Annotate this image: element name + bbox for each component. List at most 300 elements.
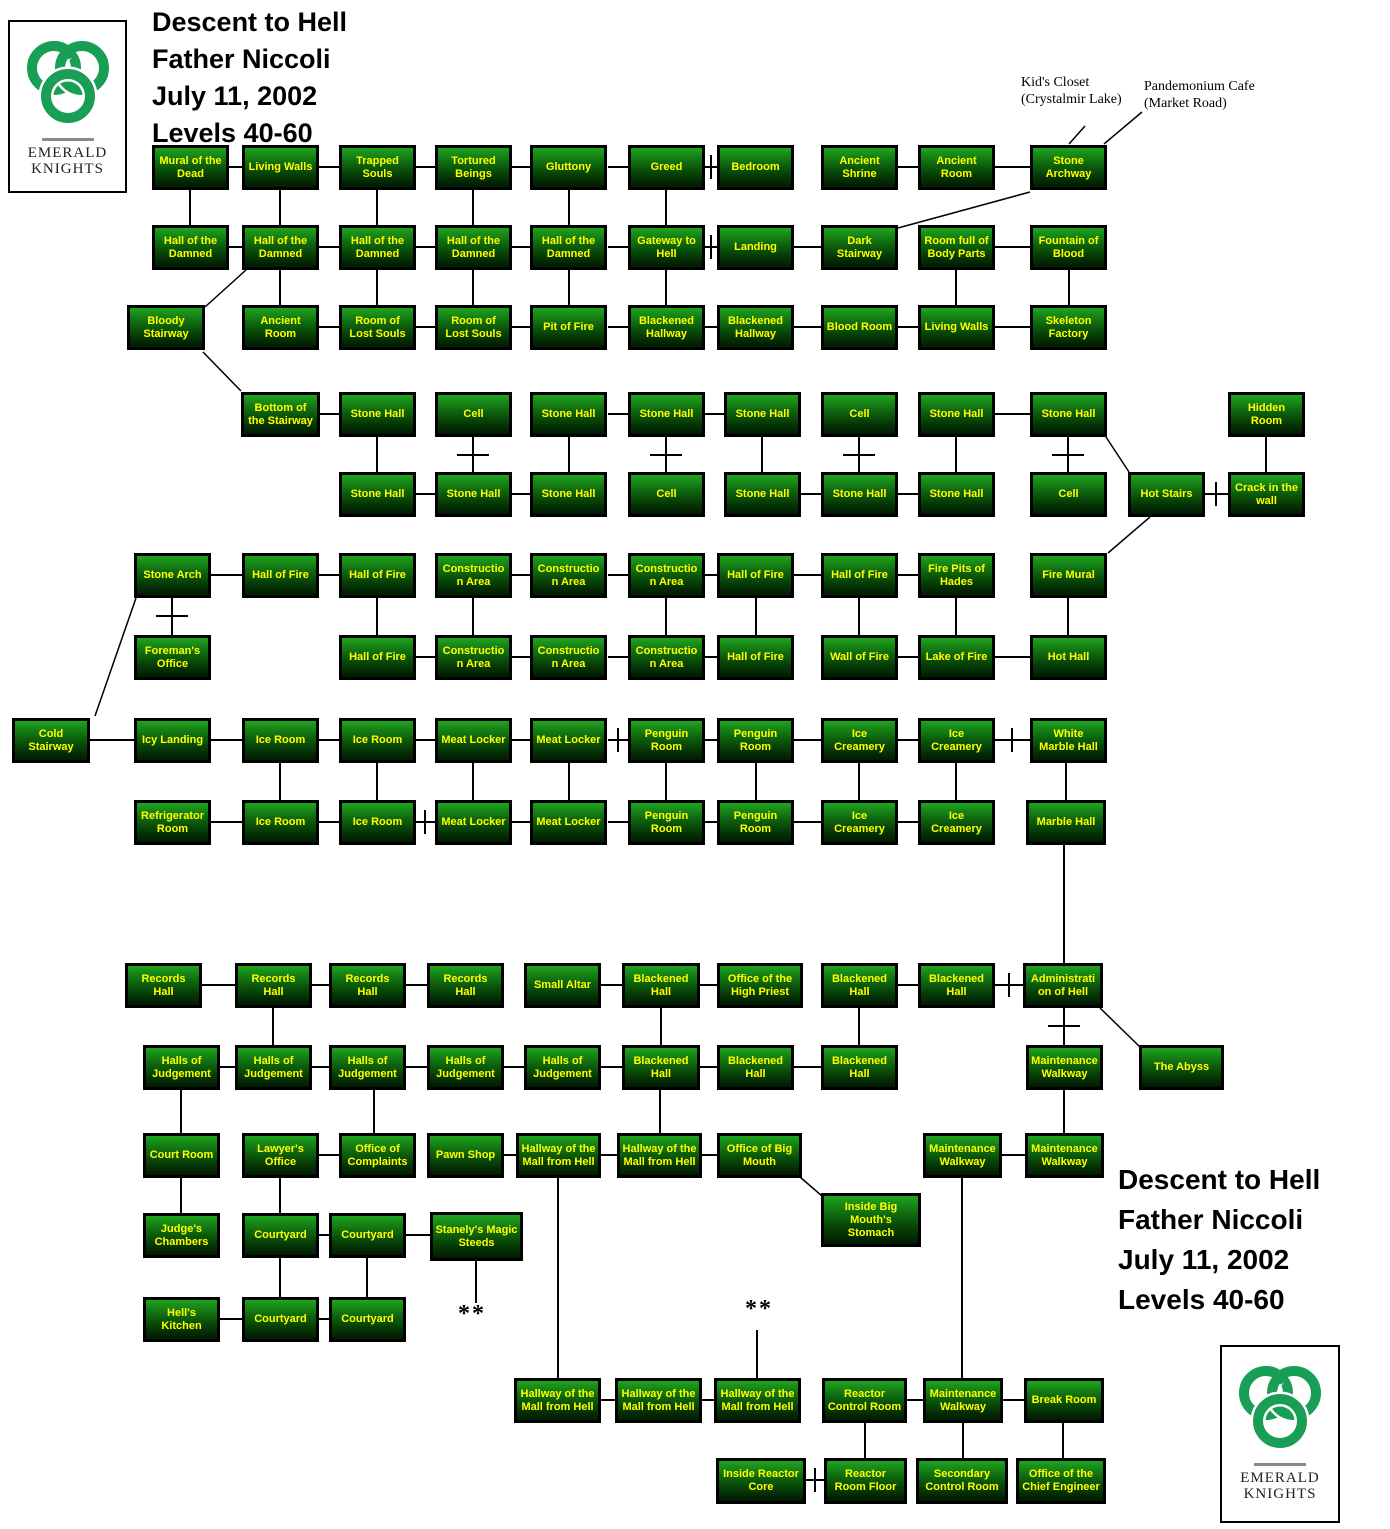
room-administration-of-hell (1023, 963, 1103, 1008)
room-label: Records Hall (141, 972, 186, 998)
room-ancient-shrine (821, 145, 898, 190)
room-label: Blood Room (826, 321, 893, 333)
room-stone-hall (435, 472, 512, 517)
room-label: Office of Complaints (347, 1142, 408, 1168)
room-court-room (143, 1133, 220, 1178)
room-label: Cell (1058, 488, 1079, 500)
room-courtyard (242, 1213, 319, 1258)
title-line: Descent to Hell (152, 7, 348, 37)
room-stone-hall (1030, 392, 1107, 437)
room-construction-area (530, 635, 607, 680)
room-blackened-hall (622, 1045, 700, 1090)
room-label: Courtyard (341, 1229, 394, 1241)
room-label: Stone Hall (639, 408, 694, 420)
room-label: Ancient Room (260, 314, 301, 340)
room-label: Ice Room (255, 734, 306, 746)
room-label: White Marble Hall (1039, 727, 1098, 753)
logo-text-emerald: EMERALD (1240, 1470, 1320, 1486)
room-halls-of-judgement (524, 1045, 601, 1090)
room-label: Greed (650, 161, 683, 173)
room-living-walls (918, 305, 995, 350)
room-label: Office of Big Mouth (726, 1142, 793, 1168)
room-label: Records Hall (251, 972, 296, 998)
room-break-room (1024, 1378, 1104, 1423)
room-label: Stone Hall (350, 488, 405, 500)
room-label: Ice Room (352, 734, 403, 746)
room-stone-arch (134, 553, 211, 598)
room-label: Hot Hall (1047, 651, 1090, 663)
room-hall-of-the-damned (339, 225, 416, 270)
room-hot-hall (1030, 635, 1107, 680)
room-label: Stanely's Magic Steeds (435, 1223, 518, 1249)
room-label: Records Hall (345, 972, 390, 998)
room-trapped-souls (339, 145, 416, 190)
room-ice-room (242, 800, 319, 845)
title-line: July 11, 2002 (152, 81, 318, 111)
room-hallway-of-the-mall-from-hell (714, 1378, 801, 1423)
room-blackened-hall (918, 963, 995, 1008)
room-label: Penguin Room (733, 727, 778, 753)
room-meat-locker (530, 718, 607, 763)
knot-rings-icon (18, 36, 118, 132)
room-label: Hall of the Damned (253, 234, 308, 260)
room-label: Ice Room (255, 816, 306, 828)
room-room-of-lost-souls (339, 305, 416, 350)
level-link-marker-2: ** (745, 1296, 773, 1322)
room-crack-in-the-wall (1228, 472, 1305, 517)
annotation-line: (Crystalmir Lake) (1021, 92, 1122, 107)
room-label: Halls of Judgement (533, 1054, 592, 1080)
room-label: Gateway to Hell (637, 234, 696, 260)
room-label: Meat Locker (441, 734, 506, 746)
room-stone-hall (918, 392, 995, 437)
room-records-hall (427, 963, 504, 1008)
room-label: Fire Mural (1042, 569, 1095, 581)
room-records-hall (329, 963, 406, 1008)
annotation-line: Kid's Closet (1021, 75, 1090, 90)
emerald-knights-logo-top (8, 20, 127, 193)
room-white-marble-hall (1030, 718, 1107, 763)
room-label: Maintenance Walkway (1031, 1054, 1098, 1080)
room-label: Penguin Room (733, 809, 778, 835)
room-lawyer-s-office (242, 1133, 319, 1178)
room-label: Blackened Hall (633, 1054, 689, 1080)
room-courtyard (329, 1297, 406, 1342)
room-hallway-of-the-mall-from-hell (615, 1378, 702, 1423)
room-reactor-room-floor (824, 1458, 907, 1504)
room-penguin-room (628, 800, 705, 845)
logo-text-emerald: EMERALD (27, 145, 108, 161)
room-label: Meat Locker (536, 816, 601, 828)
room-hall-of-fire (717, 635, 794, 680)
room-label: Stone Hall (541, 488, 596, 500)
room-construction-area (628, 553, 705, 598)
room-ice-creamery (821, 800, 898, 845)
room-inside-big-mouth-s-stomach (821, 1193, 921, 1247)
room-label: Courtyard (254, 1313, 307, 1325)
room-label: Halls of Judgement (152, 1054, 211, 1080)
room-label: Halls of Judgement (338, 1054, 397, 1080)
room-hallway-of-the-mall-from-hell (516, 1133, 601, 1178)
room-label: Ice Creamery (931, 809, 982, 835)
room-label: Judge's Chambers (154, 1222, 209, 1248)
room-blackened-hall (717, 1045, 794, 1090)
map-title-top (152, 4, 347, 152)
room-meat-locker (435, 800, 512, 845)
room-label: Ancient Shrine (839, 154, 880, 180)
room-label: Hallway of the Mall from Hell (621, 1387, 696, 1413)
room-label: Stone Hall (1041, 408, 1096, 420)
room-halls-of-judgement (427, 1045, 504, 1090)
room-label: Crack in the wall (1235, 481, 1298, 507)
room-label: Inside Reactor Core (723, 1468, 799, 1493)
room-label: Halls of Judgement (244, 1054, 303, 1080)
room-label: Hall of Fire (727, 651, 784, 663)
room-label: Foreman's Office (144, 644, 201, 670)
room-ice-creamery (918, 718, 995, 763)
room-label: Halls of Judgement (436, 1054, 495, 1080)
room-label: Construction Area (442, 562, 505, 588)
room-label: Lawyer's Office (257, 1142, 304, 1168)
room-secondary-control-room (916, 1458, 1008, 1504)
room-label: Meat Locker (441, 816, 506, 828)
room-stone-hall (724, 472, 801, 517)
room-courtyard (329, 1213, 406, 1258)
room-label: Reactor Control Room (827, 1387, 902, 1413)
room-penguin-room (628, 718, 705, 763)
logo-text-knights: KNIGHTS (31, 161, 104, 177)
room-hall-of-fire (339, 553, 416, 598)
room-tortured-beings (435, 145, 512, 190)
room-hallway-of-the-mall-from-hell (514, 1378, 601, 1423)
room-label: Blackened Hallway (727, 314, 784, 340)
emerald-knights-logo-bottom (1220, 1345, 1340, 1523)
room-label: Hall of Fire (349, 569, 406, 581)
room-label: Stone Hall (735, 408, 790, 420)
knot-rings-icon (1230, 1361, 1330, 1457)
room-blackened-hall (622, 963, 700, 1008)
room-foreman-s-office (134, 635, 211, 680)
room-label: Maintenance Walkway (1031, 1142, 1098, 1168)
room-blood-room (821, 305, 898, 350)
room-cell (1030, 472, 1107, 517)
room-label: Skeleton Factory (1045, 314, 1092, 340)
room-label: Blackened Hall (928, 972, 985, 998)
room-label: Mural of the Dead (159, 154, 222, 180)
room-stone-hall (724, 392, 801, 437)
room-label: Blackened Hall (633, 972, 689, 998)
room-label: Hall of Fire (252, 569, 309, 581)
title-line: Levels 40-60 (1118, 1284, 1285, 1315)
map-title-bottom (1118, 1160, 1320, 1320)
room-lake-of-fire (918, 635, 995, 680)
room-label: Secondary Control Room (925, 1468, 999, 1493)
room-label: Marble Hall (1036, 816, 1096, 828)
title-line: July 11, 2002 (1118, 1244, 1290, 1275)
room-penguin-room (717, 800, 794, 845)
room-maintenance-walkway (923, 1378, 1003, 1423)
room-hall-of-fire (339, 635, 416, 680)
title-line: Levels 40-60 (152, 118, 313, 148)
room-label: Cell (849, 408, 870, 420)
room-icy-landing (134, 718, 211, 763)
room-label: Stone Arch (143, 569, 202, 581)
room-hall-of-fire (717, 553, 794, 598)
room-bedroom (717, 145, 794, 190)
room-office-of-complaints (339, 1133, 416, 1178)
room-hell-s-kitchen (143, 1297, 220, 1342)
room-maintenance-walkway (923, 1133, 1002, 1178)
logo-divider (1254, 1463, 1306, 1466)
room-label: Stone Hall (832, 488, 887, 500)
room-construction-area (435, 635, 512, 680)
room-label: Cold Stairway (28, 727, 74, 753)
level-link-marker-1: ** (458, 1301, 486, 1327)
room-label: Hall of the Damned (163, 234, 218, 260)
room-room-full-of-body-parts (918, 225, 995, 270)
annotation-kids-closet (1021, 74, 1122, 108)
title-line: Father Niccoli (152, 44, 331, 74)
room-label: Pit of Fire (543, 321, 594, 333)
room-wall-of-fire (821, 635, 898, 680)
room-label: Construction Area (537, 562, 600, 588)
room-records-hall (235, 963, 312, 1008)
room-label: Hall of the Damned (350, 234, 405, 260)
room-fountain-of-blood (1030, 225, 1107, 270)
room-bottom-of-the-stairway (241, 392, 320, 437)
room-label: Room of Lost Souls (445, 314, 502, 340)
room-label: Maintenance Walkway (929, 1387, 997, 1413)
room-stone-hall (339, 392, 416, 437)
room-label: Hallway of the Mall from Hell (622, 1142, 697, 1168)
room-label: Fountain of Blood (1038, 234, 1099, 260)
room-hot-stairs (1128, 472, 1205, 517)
room-label: Inside Big Mouth's Stomach (844, 1200, 898, 1239)
room-label: Dark Stairway (836, 234, 883, 260)
room-courtyard (242, 1297, 319, 1342)
room-maintenance-walkway (1026, 1045, 1103, 1090)
title-line: Father Niccoli (1118, 1204, 1304, 1235)
room-label: Room of Lost Souls (349, 314, 406, 340)
room-label: Courtyard (341, 1313, 394, 1325)
room-label: Records Hall (443, 972, 488, 998)
room-label: Maintenance Walkway (929, 1142, 996, 1168)
room-label: Stone Hall (446, 488, 501, 500)
room-ancient-room (918, 145, 995, 190)
room-greed (628, 145, 705, 190)
room-label: Blackened Hall (831, 1054, 888, 1080)
room-label: Penguin Room (644, 809, 689, 835)
room-label: Living Walls (924, 321, 989, 333)
room-ice-room (242, 718, 319, 763)
room-ice-creamery (918, 800, 995, 845)
room-label: Hall of Fire (831, 569, 888, 581)
room-refrigerator-room (134, 800, 211, 845)
room-small-altar (524, 963, 601, 1008)
room-skeleton-factory (1030, 305, 1107, 350)
room-stone-hall (530, 472, 607, 517)
room-hall-of-the-damned (152, 225, 229, 270)
room-label: Wall of Fire (830, 651, 889, 663)
room-office-of-the-high-priest (717, 963, 803, 1008)
room-cold-stairway (12, 718, 90, 763)
annotation-line: Pandemonium Cafe (1144, 79, 1255, 94)
room-label: Hall of the Damned (446, 234, 501, 260)
room-label: Hell's Kitchen (161, 1306, 202, 1332)
room-label: The Abyss (1153, 1061, 1210, 1073)
room-label: Lake of Fire (925, 651, 988, 663)
room-label: Blackened Hall (727, 1054, 784, 1080)
room-cell (435, 392, 512, 437)
room-stone-hall (628, 392, 705, 437)
room-label: Hot Stairs (1140, 488, 1193, 500)
room-label: Break Room (1031, 1394, 1097, 1406)
room-label: Room full of Body Parts (924, 234, 989, 260)
room-ice-creamery (821, 718, 898, 763)
room-label: Pawn Shop (435, 1149, 496, 1161)
room-label: Hall of the Damned (541, 234, 596, 260)
room-stone-hall (339, 472, 416, 517)
room-stone-hall (918, 472, 995, 517)
room-stone-archway (1030, 145, 1107, 190)
room-pit-of-fire (530, 305, 607, 350)
room-halls-of-judgement (143, 1045, 220, 1090)
room-label: Hallway of the Mall from Hell (520, 1387, 595, 1413)
room-the-abyss (1139, 1045, 1224, 1090)
room-label: Ice Room (352, 816, 403, 828)
room-pawn-shop (427, 1133, 504, 1178)
room-label: Meat Locker (536, 734, 601, 746)
room-label: Administration of Hell (1030, 972, 1096, 998)
room-label: Bedroom (731, 161, 780, 173)
room-label: Small Altar (533, 979, 592, 991)
room-label: Icy Landing (141, 734, 204, 746)
room-label: Hall of Fire (727, 569, 784, 581)
room-maintenance-walkway (1025, 1133, 1104, 1178)
room-label: Bloody Stairway (143, 314, 189, 340)
room-label: Ice Creamery (834, 727, 885, 753)
room-label: Construction Area (537, 644, 600, 670)
room-records-hall (125, 963, 202, 1008)
room-label: Ice Creamery (931, 727, 982, 753)
room-meat-locker (530, 800, 607, 845)
logo-text-knights: KNIGHTS (1243, 1486, 1317, 1502)
room-label: Office of the Chief Engineer (1022, 1468, 1100, 1493)
room-label: Stone Hall (541, 408, 596, 420)
room-label: Cell (656, 488, 677, 500)
room-cell (628, 472, 705, 517)
room-label: Court Room (149, 1149, 214, 1161)
room-label: Construction Area (635, 562, 698, 588)
room-marble-hall (1026, 800, 1106, 845)
room-dark-stairway (821, 225, 898, 270)
room-label: Landing (734, 241, 777, 253)
room-hallway-of-the-mall-from-hell (617, 1133, 702, 1178)
room-ice-room (339, 718, 416, 763)
room-label: Gluttony (545, 161, 592, 173)
room-label: Construction Area (442, 644, 505, 670)
room-stone-hall (821, 472, 898, 517)
room-penguin-room (717, 718, 794, 763)
room-room-of-lost-souls (435, 305, 512, 350)
room-cell (821, 392, 898, 437)
room-label: Refrigerator Room (141, 809, 204, 835)
room-construction-area (530, 553, 607, 598)
room-label: Living Walls (248, 161, 313, 173)
room-label: Stone Hall (929, 408, 984, 420)
room-label: Construction Area (635, 644, 698, 670)
room-hall-of-the-damned (530, 225, 607, 270)
room-label: Stone Hall (350, 408, 405, 420)
room-halls-of-judgement (329, 1045, 406, 1090)
room-ice-room (339, 800, 416, 845)
room-blackened-hallway (717, 305, 794, 350)
room-label: Blackened Hallway (638, 314, 695, 340)
room-label: Stone Hall (735, 488, 790, 500)
room-hall-of-the-damned (242, 225, 319, 270)
room-bloody-stairway (127, 305, 205, 350)
room-blackened-hall (821, 963, 898, 1008)
room-label: Courtyard (254, 1229, 307, 1241)
room-gateway-to-hell (628, 225, 705, 270)
room-label: Penguin Room (644, 727, 689, 753)
room-label: Stone Hall (929, 488, 984, 500)
room-label: Fire Pits of Hades (928, 562, 985, 588)
room-construction-area (435, 553, 512, 598)
room-hall-of-fire (821, 553, 898, 598)
room-blackened-hall (821, 1045, 898, 1090)
room-label: Tortured Beings (451, 154, 496, 180)
room-label: Hall of Fire (349, 651, 406, 663)
room-hidden-room (1228, 392, 1305, 437)
room-label: Bottom of the Stairway (248, 401, 313, 427)
room-gluttony (530, 145, 607, 190)
room-fire-mural (1030, 553, 1107, 598)
title-line: Descent to Hell (1118, 1164, 1321, 1195)
room-label: Hallway of the Mall from Hell (521, 1142, 596, 1168)
room-blackened-hallway (628, 305, 705, 350)
room-label: Office of the High Priest (727, 972, 793, 998)
room-office-of-big-mouth (717, 1133, 802, 1178)
room-inside-reactor-core (716, 1458, 806, 1504)
room-office-of-the-chief-engineer (1016, 1458, 1106, 1504)
room-stone-hall (530, 392, 607, 437)
room-label: Trapped Souls (356, 154, 399, 180)
room-fire-pits-of-hades (918, 553, 995, 598)
room-hall-of-fire (242, 553, 319, 598)
room-stanely-s-magic-steeds (430, 1212, 523, 1261)
room-label: Stone Archway (1045, 154, 1092, 180)
room-label: Hallway of the Mall from Hell (720, 1387, 795, 1413)
room-label: Cell (463, 408, 484, 420)
room-ancient-room (242, 305, 319, 350)
room-construction-area (628, 635, 705, 680)
room-meat-locker (435, 718, 512, 763)
room-label: Reactor Room Floor (834, 1468, 897, 1493)
room-label: Hidden Room (1247, 401, 1286, 427)
room-halls-of-judgement (235, 1045, 312, 1090)
room-label: Blackened Hall (831, 972, 888, 998)
room-reactor-control-room (822, 1378, 907, 1423)
room-hall-of-the-damned (435, 225, 512, 270)
room-judge-s-chambers (143, 1213, 220, 1258)
logo-divider (42, 138, 94, 141)
room-landing (717, 225, 794, 270)
room-label: Ice Creamery (834, 809, 885, 835)
room-label: Ancient Room (936, 154, 977, 180)
annotation-pandemonium-cafe (1144, 78, 1255, 112)
annotation-line: (Market Road) (1144, 96, 1227, 111)
